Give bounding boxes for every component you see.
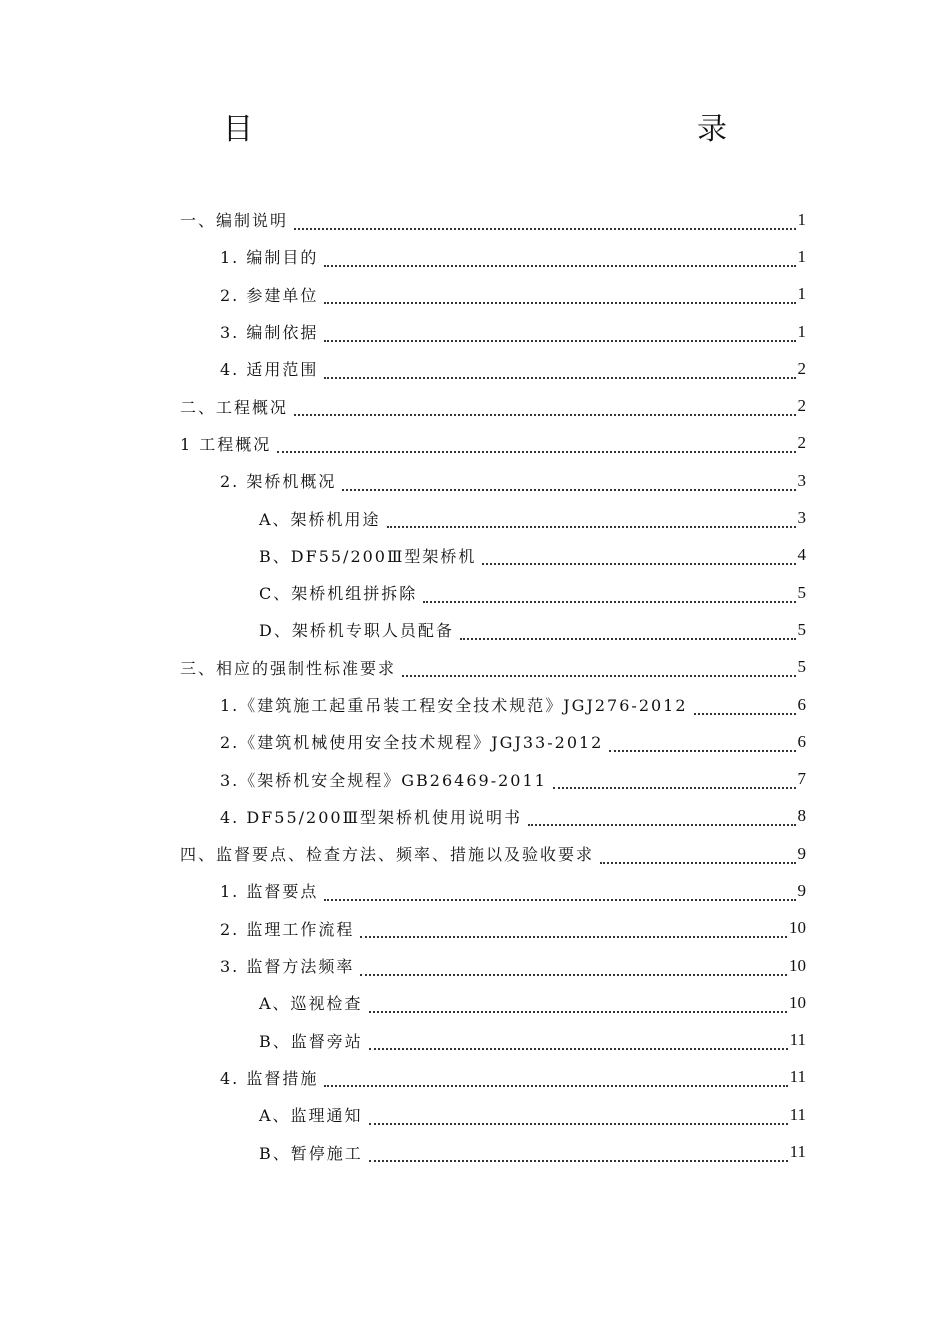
toc-dot-leader xyxy=(324,249,795,267)
toc-entry[interactable] xyxy=(0,686,950,723)
toc-entry[interactable] xyxy=(0,1059,950,1096)
toc-entry-page-number: 10 xyxy=(789,918,806,938)
toc-dot-leader xyxy=(482,547,795,565)
toc-entry-label: D、架桥机专职人员配备 xyxy=(259,621,454,641)
toc-entry-label: 2. 架桥机概况 xyxy=(220,472,337,492)
toc-entry[interactable] xyxy=(0,201,950,238)
toc-dot-leader xyxy=(294,212,795,230)
toc-dot-leader xyxy=(553,771,796,789)
toc-entry-page-number: 9 xyxy=(797,880,806,900)
toc-entry-page-number: 11 xyxy=(789,1030,806,1050)
toc-entry[interactable] xyxy=(0,1133,950,1170)
toc-entry[interactable] xyxy=(0,1022,950,1059)
toc-entry[interactable] xyxy=(0,425,950,462)
toc-dot-leader xyxy=(423,585,795,603)
toc-entry[interactable] xyxy=(0,611,950,648)
toc-dot-leader xyxy=(294,398,795,416)
toc-entry[interactable] xyxy=(0,238,950,275)
toc-entry-label: C、架桥机组拼拆除 xyxy=(259,584,418,604)
toc-entry[interactable] xyxy=(0,798,950,835)
toc-entry-label: 4. DF55/200Ⅲ型架桥机使用说明书 xyxy=(220,807,523,827)
toc-entry-page-number: 3 xyxy=(797,470,806,490)
toc-entry-label: 1. 编制目的 xyxy=(220,248,319,268)
toc-entry-page-number: 6 xyxy=(797,694,806,714)
toc-dot-leader xyxy=(369,1144,788,1162)
toc-dot-leader xyxy=(324,361,795,379)
toc-entry-page-number: 7 xyxy=(797,769,806,789)
toc-entry-label: B、监督旁站 xyxy=(259,1031,363,1051)
toc-dot-leader xyxy=(324,1069,787,1087)
toc-entry-page-number: 11 xyxy=(789,1067,806,1087)
toc-dot-leader xyxy=(609,734,795,752)
toc-entry-label: 1 工程概况 xyxy=(180,434,272,454)
toc-entry-label: A、监理通知 xyxy=(259,1106,363,1126)
toc-dot-leader xyxy=(369,995,787,1013)
toc-entry-label: 一、编制说明 xyxy=(180,211,289,231)
toc-entry-label: 2. 监理工作流程 xyxy=(220,919,355,939)
toc-dot-leader xyxy=(402,659,795,677)
toc-entry-label: B、暂停施工 xyxy=(259,1143,363,1163)
toc-dot-leader xyxy=(694,697,796,715)
toc-entry[interactable] xyxy=(0,984,950,1021)
toc-dot-leader xyxy=(277,435,795,453)
toc-entry-page-number: 4 xyxy=(797,545,806,565)
toc-entry[interactable] xyxy=(0,499,950,536)
toc-entry-label: 二、工程概况 xyxy=(180,397,289,417)
toc-title: 目 录 xyxy=(223,112,855,147)
toc-entry-label: 三、相应的强制性标准要求 xyxy=(180,658,397,678)
toc-entry[interactable] xyxy=(0,910,950,947)
toc-entry-label: B、DF55/200Ⅲ型架桥机 xyxy=(259,546,477,566)
toc-entry-page-number: 2 xyxy=(797,358,806,378)
toc-entry[interactable] xyxy=(0,574,950,611)
toc-entry-label: 4. 监督措施 xyxy=(220,1068,319,1088)
toc-entry-page-number: 1 xyxy=(797,209,806,229)
toc-entry-page-number: 5 xyxy=(797,619,806,639)
toc-entry[interactable] xyxy=(0,313,950,350)
toc-dot-leader xyxy=(360,958,787,976)
toc-entry[interactable] xyxy=(0,537,950,574)
toc-entry[interactable] xyxy=(0,1096,950,1133)
toc-entry-page-number: 5 xyxy=(797,657,806,677)
toc-entry-label: 1.《建筑施工起重吊装工程安全技术规范》JGJ276-2012 xyxy=(220,696,688,715)
toc-entry-page-number: 10 xyxy=(789,955,806,975)
toc-entry[interactable] xyxy=(0,723,950,760)
toc-entry[interactable] xyxy=(0,872,950,909)
toc-entry-page-number: 1 xyxy=(797,321,806,341)
toc-entry[interactable] xyxy=(0,350,950,387)
toc-entry-page-number: 6 xyxy=(797,731,806,751)
toc-entry-label: A、巡视检查 xyxy=(259,994,363,1014)
toc-entry[interactable] xyxy=(0,760,950,797)
toc-dot-leader xyxy=(324,324,795,342)
toc-entry-label: 2.《建筑机械使用安全技术规程》JGJ33-2012 xyxy=(220,733,604,753)
toc-entry[interactable] xyxy=(0,276,950,313)
toc-entry-label: 2. 参建单位 xyxy=(220,285,319,305)
toc-entry-page-number: 8 xyxy=(797,806,806,826)
toc-dot-leader xyxy=(360,920,787,938)
toc-entry-label: A、架桥机用途 xyxy=(259,509,381,529)
toc-dot-leader xyxy=(528,808,795,826)
toc-entry-label: 四、监督要点、检查方法、频率、措施以及验收要求 xyxy=(180,845,595,865)
toc-entry-label: 4. 适用范围 xyxy=(220,360,319,380)
toc-entry[interactable] xyxy=(0,462,950,499)
toc-entry-page-number: 1 xyxy=(797,284,806,304)
table-of-contents xyxy=(0,201,950,1171)
toc-entry[interactable] xyxy=(0,649,950,686)
toc-entry-label: 3. 编制依据 xyxy=(220,323,319,343)
toc-dot-leader xyxy=(369,1107,788,1125)
toc-dot-leader xyxy=(324,883,795,901)
toc-entry-page-number: 2 xyxy=(797,396,806,416)
toc-entry[interactable] xyxy=(0,835,950,872)
toc-dot-leader xyxy=(324,286,795,304)
toc-entry[interactable] xyxy=(0,947,950,984)
toc-dot-leader xyxy=(369,1032,788,1050)
toc-dot-leader xyxy=(460,622,796,640)
toc-dot-leader xyxy=(600,846,795,864)
toc-entry-page-number: 11 xyxy=(789,1142,806,1162)
toc-entry-label: 3. 监督方法频率 xyxy=(220,957,355,977)
toc-entry-label: 1. 监督要点 xyxy=(220,882,319,902)
toc-entry-label: 3.《架桥机安全规程》GB26469-2011 xyxy=(220,770,547,790)
toc-entry-page-number: 2 xyxy=(797,433,806,453)
toc-entry-page-number: 11 xyxy=(789,1104,806,1124)
toc-entry-page-number: 5 xyxy=(797,582,806,602)
toc-entry-page-number: 9 xyxy=(797,843,806,863)
toc-dot-leader xyxy=(387,510,796,528)
toc-entry-page-number: 3 xyxy=(797,508,806,528)
toc-entry-page-number: 10 xyxy=(789,992,806,1012)
toc-entry-page-number: 1 xyxy=(797,246,806,266)
toc-entry[interactable] xyxy=(0,387,950,424)
toc-dot-leader xyxy=(342,473,795,491)
